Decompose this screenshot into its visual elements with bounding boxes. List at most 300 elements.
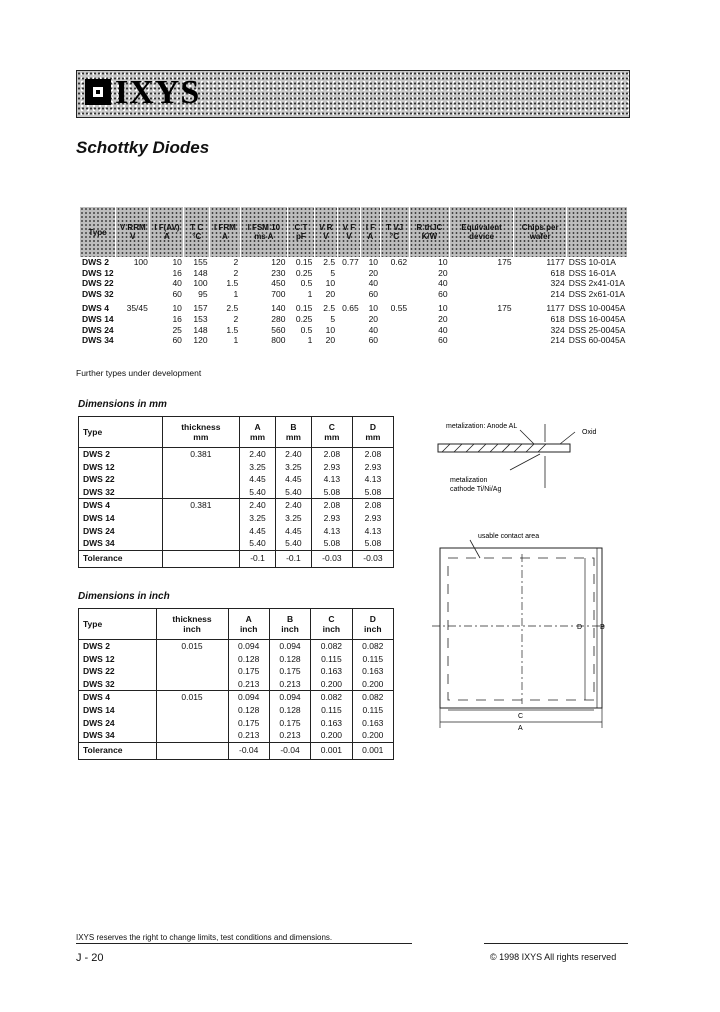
table-cell: DWS 32 (79, 678, 157, 691)
table-cell: 1 (307, 288, 313, 299)
spec-header-cell (567, 207, 628, 257)
dim-header-cell (311, 609, 352, 640)
table-cell: 0.128 (228, 704, 269, 717)
table-cell: 0.15 (295, 257, 313, 267)
spec-header-cell: Equivalent device (450, 207, 514, 257)
table-cell: 4.13 (352, 473, 393, 486)
cathode-label-1: metalization (450, 477, 488, 484)
table-cell (116, 268, 150, 279)
table-cell: 0.175 (228, 717, 269, 730)
table-cell (162, 512, 240, 525)
table-row (79, 665, 394, 678)
table-cell: 148 (193, 324, 208, 335)
table-cell: 60 (368, 335, 379, 346)
table-cell: 618 (550, 313, 565, 324)
table-cell: 5 (330, 313, 336, 324)
dim-header-label: Type (83, 619, 103, 629)
table-cell: 0.25 (295, 267, 313, 278)
table-cell: 20 (438, 313, 448, 324)
table-cell (337, 268, 361, 279)
table-cell: 10 (438, 257, 448, 267)
dim-header-unit: mm (285, 432, 301, 442)
dim-header-label: A (254, 422, 261, 432)
table-row (80, 268, 628, 279)
table-cell (156, 678, 228, 691)
label-d: D (577, 624, 583, 631)
table-cell: Tolerance (79, 550, 163, 567)
table-cell (116, 335, 150, 346)
table-cell: DSS 2x41-01A (568, 278, 625, 289)
table-cell: 0.001 (352, 742, 393, 759)
table-cell: 60 (368, 288, 379, 299)
table-cell: 2.08 (311, 448, 352, 461)
table-cell: 5.40 (240, 486, 276, 499)
table-cell: DWS 14 (79, 704, 157, 717)
table-cell: 800 (271, 335, 286, 346)
table-cell: 10 (368, 257, 379, 267)
dim-header-cell (275, 417, 311, 448)
table-cell: 0.200 (311, 729, 352, 742)
table-cell: 0.62 (390, 257, 408, 267)
table-row (79, 499, 394, 512)
table-cell: 2.5 (323, 257, 336, 267)
dim-header-cell (79, 609, 157, 640)
table-cell: 618 (550, 267, 565, 278)
chip-cross-section-diagram (410, 412, 630, 496)
table-cell: 0.115 (311, 704, 352, 717)
table-cell: 2.08 (311, 499, 352, 512)
table-cell: 0.77 (342, 257, 359, 267)
table-cell: -0.03 (352, 550, 393, 567)
dim-header-label: C (328, 614, 335, 624)
table-cell: 40 (172, 278, 182, 289)
table-row (79, 640, 394, 653)
table-cell (116, 314, 150, 325)
table-cell: 0.163 (311, 717, 352, 730)
table-row (79, 473, 394, 486)
spec-header-cell: I F(AV) A (150, 207, 184, 257)
table-cell: 0.381 (162, 448, 240, 461)
table-cell: DSS 16-01A (568, 267, 616, 278)
table-cell (450, 325, 514, 336)
dim-header-label: B (290, 422, 297, 432)
table-cell: 1.5 (226, 324, 239, 335)
tolerance-row (79, 550, 394, 567)
table-cell (116, 278, 150, 289)
table-cell: 0.381 (162, 499, 240, 512)
table-cell: 0.175 (228, 665, 269, 678)
table-row (79, 461, 394, 474)
table-cell: 3.25 (240, 461, 276, 474)
table-cell (162, 525, 240, 538)
table-cell: 4.45 (275, 525, 311, 538)
table-cell (380, 289, 409, 300)
oxid-leader (560, 432, 575, 444)
table-cell: 40 (438, 324, 448, 335)
table-cell: 2 (233, 257, 239, 267)
table-cell: 40 (368, 324, 379, 335)
table-cell: -0.1 (240, 550, 276, 567)
table-cell: 324 (550, 278, 565, 289)
table-cell: 20 (368, 267, 379, 278)
oxid-label: Oxid (582, 429, 597, 436)
table-cell: DWS 2 (79, 448, 163, 461)
table-cell: 0.094 (228, 640, 269, 653)
usable-area-label: usable contact area (478, 533, 540, 540)
anode-leader (520, 430, 534, 444)
table-cell: 3.25 (275, 512, 311, 525)
table-row (80, 314, 628, 325)
table-cell: 0.200 (352, 678, 393, 691)
table-cell: 5.08 (352, 486, 393, 499)
table-cell (380, 278, 409, 289)
table-cell: DWS 32 (79, 486, 163, 499)
table-cell (337, 335, 361, 346)
table-cell (162, 461, 240, 474)
table-cell: -0.04 (269, 742, 310, 759)
table-cell: 20 (368, 313, 379, 324)
table-cell: 2.93 (352, 461, 393, 474)
page-number: J - 20 (76, 952, 104, 964)
table-cell: 40 (438, 278, 448, 289)
table-cell: 175 (497, 303, 512, 314)
dim-header-unit: mm (193, 432, 209, 442)
table-cell: 1.5 (226, 278, 239, 289)
table-cell: 2.93 (352, 512, 393, 525)
table-cell: 95 (198, 288, 208, 299)
table-cell: 10 (172, 303, 182, 314)
table-cell: DWS 22 (82, 278, 114, 289)
table-cell: 0.128 (269, 704, 310, 717)
dim-header-unit: inch (364, 624, 382, 634)
dim-header-cell (311, 417, 352, 448)
chip-top-view-diagram (420, 528, 610, 734)
table-cell (450, 335, 514, 346)
spec-header-cell: R thJC K/W (409, 207, 449, 257)
dim-header-label: D (369, 614, 376, 624)
spec-header-cell: I F A (361, 207, 380, 257)
label-a: A (518, 725, 523, 732)
table-cell: DSS 25-0045A (568, 324, 626, 335)
dim-header-label: B (286, 614, 294, 624)
spec-header-cell: Chips per wafer (514, 207, 567, 257)
disclaimer: IXYS reserves the right to change limits, test conditions and dimensions. (76, 933, 333, 942)
cathode-leader (510, 454, 540, 470)
table-cell: 1 (307, 335, 313, 346)
table-cell: 10 (325, 278, 336, 289)
table-cell: 2.93 (311, 512, 352, 525)
dim-inch-title: Dimensions in inch (78, 591, 170, 602)
table-cell: 214 (550, 288, 565, 299)
dim-mm-title: Dimensions in mm (78, 399, 167, 410)
table-cell: 1 (233, 335, 239, 346)
table-row (80, 335, 628, 346)
table-row (79, 486, 394, 499)
table-cell (156, 717, 228, 730)
dim-header-cell (162, 417, 240, 448)
dim-header-unit: mm (324, 432, 340, 442)
spec-header-cell: V RRM V (116, 207, 150, 257)
table-cell: 157 (193, 303, 208, 314)
table-cell: 0.094 (269, 640, 310, 653)
table-cell (337, 325, 361, 336)
table-cell (162, 550, 240, 567)
table-cell: 0.200 (352, 729, 393, 742)
brand-banner (76, 70, 630, 118)
tolerance-row (79, 742, 394, 759)
table-cell: DWS 24 (82, 324, 114, 335)
table-row (80, 278, 628, 289)
table-cell: 450 (271, 278, 286, 289)
dim-header-cell (156, 609, 228, 640)
table-cell: 60 (438, 335, 448, 346)
table-cell: 10 (368, 303, 379, 314)
dim-header-cell (228, 609, 269, 640)
anode-label: metalization: Anode AL (446, 423, 518, 430)
table-row (79, 717, 394, 730)
table-cell (116, 289, 150, 300)
spec-header-cell: I FSM 10 ms A (240, 207, 287, 257)
table-cell: DWS 34 (79, 729, 157, 742)
table-cell: 0.175 (269, 665, 310, 678)
table-cell: 4.45 (240, 473, 276, 486)
table-cell: -0.04 (228, 742, 269, 759)
table-cell: DWS 32 (82, 288, 114, 299)
table-cell: 0.163 (311, 665, 352, 678)
table-cell: 0.115 (352, 653, 393, 666)
dim-header-label: thickness (181, 422, 221, 432)
table-cell: Tolerance (79, 742, 157, 759)
dim-header-unit: mm (249, 432, 266, 442)
table-cell: 0.001 (311, 742, 352, 759)
table-cell: 60 (172, 288, 182, 299)
table-cell: DWS 2 (82, 257, 109, 267)
table-cell (380, 314, 409, 325)
table-cell: 0.65 (342, 303, 359, 314)
spec-header-cell: T C °C (184, 207, 210, 257)
table-cell: DWS 4 (82, 303, 109, 314)
dim-header-unit: mm (365, 432, 381, 442)
table-cell: 0.115 (352, 704, 393, 717)
table-cell: 5.08 (311, 486, 352, 499)
table-cell: -0.03 (311, 550, 352, 567)
dim-header-cell (79, 417, 163, 448)
table-cell: 5.40 (240, 537, 276, 550)
table-cell: 0.128 (269, 653, 310, 666)
table-cell: 3.25 (240, 512, 276, 525)
table-cell: 40 (368, 278, 379, 289)
table-cell: 0.213 (228, 678, 269, 691)
table-cell (450, 278, 514, 289)
table-cell: 120 (271, 257, 286, 267)
table-cell: DWS 12 (82, 267, 114, 278)
table-cell: 0.082 (311, 640, 352, 653)
dim-header-cell (352, 609, 393, 640)
development-note: Further types under development (76, 368, 202, 378)
table-cell: DWS 24 (79, 525, 163, 538)
table-cell: 4.45 (240, 525, 276, 538)
table-row (80, 257, 628, 268)
table-cell: DWS 34 (82, 335, 114, 346)
table-cell: 2.08 (352, 448, 393, 461)
table-cell: 4.13 (311, 473, 352, 486)
table-cell: DSS 60-0045A (568, 335, 626, 346)
table-cell (156, 665, 228, 678)
table-row (79, 678, 394, 691)
dim-inch-table (78, 608, 394, 760)
table-cell (162, 537, 240, 550)
table-cell: 2.40 (240, 448, 276, 461)
table-cell: 2.40 (275, 448, 311, 461)
dim-header-cell (240, 417, 276, 448)
table-cell: -0.1 (275, 550, 311, 567)
table-cell: 0.015 (156, 640, 228, 653)
table-cell: 0.213 (269, 678, 310, 691)
table-cell: 5.08 (352, 537, 393, 550)
table-cell: 148 (193, 267, 208, 278)
table-cell: DWS 2 (79, 640, 157, 653)
table-cell: 280 (271, 313, 286, 324)
cathode-label-2: cathode Ti/Ni/Ag (450, 486, 502, 493)
table-cell: 16 (172, 267, 182, 278)
ixys-logo-icon (85, 79, 111, 105)
table-cell: 0.082 (352, 691, 393, 704)
table-cell: DWS 12 (79, 653, 157, 666)
table-cell: DWS 14 (82, 313, 114, 324)
table-cell (380, 335, 409, 346)
table-cell: DWS 12 (79, 461, 163, 474)
table-cell: DSS 16-0045A (568, 313, 626, 324)
table-cell (156, 653, 228, 666)
dim-header-label: A (245, 614, 252, 624)
table-cell: 10 (438, 303, 448, 314)
table-cell: DWS 4 (79, 499, 163, 512)
dim-header-unit: inch (183, 624, 201, 634)
table-cell: 1177 (546, 303, 565, 314)
table-cell: 2 (233, 313, 239, 324)
table-cell: 0.128 (228, 653, 269, 666)
table-cell (162, 486, 240, 499)
table-cell: 560 (271, 324, 286, 335)
table-row (79, 512, 394, 525)
table-cell (116, 325, 150, 336)
table-cell: 25 (172, 324, 182, 335)
table-cell: 35/45 (126, 303, 148, 314)
table-cell: 5 (330, 267, 336, 278)
dim-header-label: C (328, 422, 335, 432)
table-cell: 175 (497, 257, 512, 267)
table-cell: DWS 4 (79, 691, 157, 704)
table-cell: 0.094 (228, 691, 269, 704)
label-c: C (518, 713, 524, 720)
table-cell: DWS 22 (79, 473, 163, 486)
table-cell: 2.08 (352, 499, 393, 512)
table-cell: 700 (271, 288, 286, 299)
table-cell: 1 (233, 288, 239, 299)
table-cell: 2 (233, 267, 239, 278)
table-row (79, 525, 394, 538)
page-title: Schottky Diodes (76, 138, 210, 157)
table-cell: 60 (438, 288, 448, 299)
table-cell: 155 (193, 257, 208, 267)
table-row (79, 537, 394, 550)
table-cell (380, 325, 409, 336)
table-cell: 100 (133, 257, 148, 267)
table-cell: 120 (193, 335, 208, 346)
table-cell: 324 (550, 324, 565, 335)
table-cell: 0.5 (300, 278, 313, 289)
dim-header-unit: inch (281, 624, 299, 634)
table-cell: 0.115 (311, 653, 352, 666)
table-cell: 3.25 (275, 461, 311, 474)
spec-header-cell: I FRM A (210, 207, 241, 257)
brand-name: IXYS (115, 74, 201, 111)
table-cell (450, 314, 514, 325)
dim-header-label: thickness (172, 614, 212, 624)
table-cell: DWS 14 (79, 512, 163, 525)
table-cell (337, 278, 361, 289)
table-cell: 5.40 (275, 537, 311, 550)
table-cell: 2.40 (240, 499, 276, 512)
table-cell: DWS 22 (79, 665, 157, 678)
dim-header-cell (269, 609, 310, 640)
table-header-row (79, 417, 394, 448)
table-cell: 20 (325, 335, 336, 346)
table-cell: 100 (193, 278, 208, 289)
table-cell: DSS 10-0045A (568, 303, 626, 314)
footer-rule-right (484, 943, 628, 944)
table-cell: 0.5 (300, 324, 313, 335)
table-cell: 2.5 (226, 303, 239, 314)
table-row (79, 704, 394, 717)
table-row (79, 448, 394, 461)
table-cell: 5.40 (275, 486, 311, 499)
table-cell: 10 (172, 257, 182, 267)
table-cell (156, 742, 228, 759)
dim-header-cell (352, 417, 393, 448)
spec-header-cell: C T pF (287, 207, 314, 257)
table-cell: 0.175 (269, 717, 310, 730)
table-cell: 4.13 (311, 525, 352, 538)
table-cell (450, 289, 514, 300)
table-cell: 0.55 (390, 303, 408, 314)
table-row (80, 299, 628, 314)
table-cell: 230 (271, 267, 286, 278)
table-cell: 0.25 (295, 313, 313, 324)
dim-mm-table (78, 416, 394, 568)
spec-header-cell: T VJ °C (380, 207, 409, 257)
table-cell: 0.200 (311, 678, 352, 691)
table-cell: 4.45 (275, 473, 311, 486)
table-cell: 20 (325, 288, 336, 299)
table-cell (337, 289, 361, 300)
table-cell: DWS 34 (79, 537, 163, 550)
dim-header-label: D (369, 422, 377, 432)
table-header-row (79, 609, 394, 640)
table-cell: 16 (172, 313, 182, 324)
table-cell: 4.13 (352, 525, 393, 538)
table-row (79, 729, 394, 742)
table-cell: 2.5 (323, 303, 336, 314)
label-b: B (600, 624, 605, 631)
table-cell: 0.082 (311, 691, 352, 704)
table-cell: 0.094 (269, 691, 310, 704)
table-cell: 5.08 (311, 537, 352, 550)
table-cell: 214 (550, 335, 565, 346)
table-cell: 2.40 (275, 499, 311, 512)
table-cell (156, 729, 228, 742)
copyright: © 1998 IXYS All rights reserved (490, 952, 617, 962)
